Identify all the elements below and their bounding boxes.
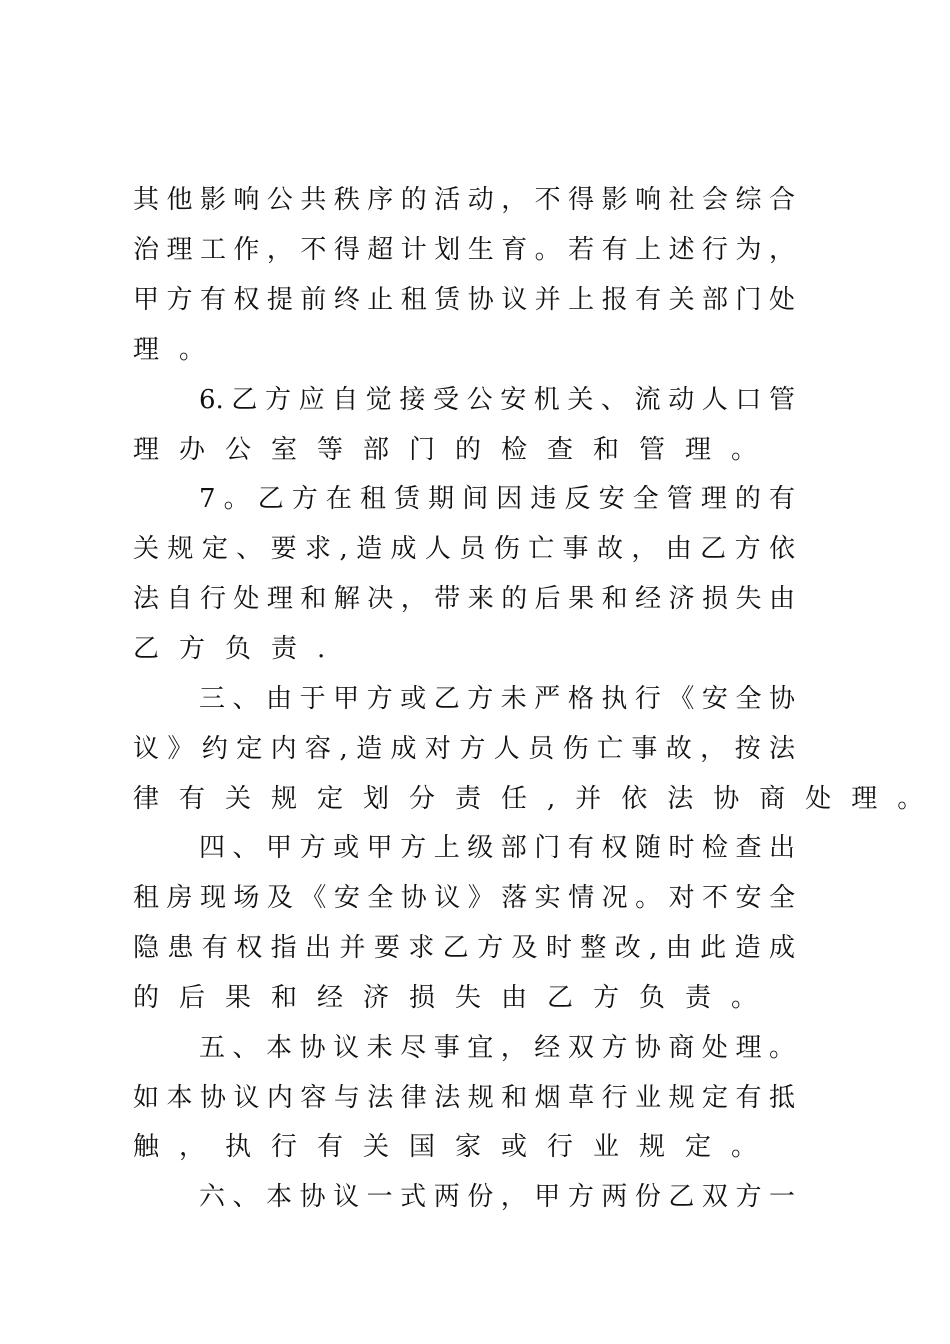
text-line: 三、由于甲方或乙方未严格执行《安全协	[199, 684, 795, 714]
text-line: 6.乙方应自觉接受公安机关、流动人口管	[199, 385, 795, 415]
text-line: 关规定、要求,造成人员伤亡事故，由乙方依	[133, 534, 795, 564]
text-line: 法自行处理和解决，带来的后果和经济损失由	[133, 584, 795, 614]
text-line: 四、甲方或甲方上级部门有权随时检查出	[199, 833, 795, 863]
text-line: 治理工作，不得超计划生育。若有上述行为，	[133, 235, 795, 265]
text-line: 隐患有权指出并要求乙方及时整改,由此造成	[133, 933, 795, 963]
text-line: 五、本协议未尽事宜，经双方协商处理。	[199, 1033, 795, 1063]
text-line: 触，执行有关国家或行业规定。	[133, 1132, 778, 1162]
text-line: 甲方有权提前终止租赁协议并上报有关部门处	[133, 285, 795, 315]
text-line: 其他影响公共秩序的活动，不得影响社会综合	[133, 185, 795, 215]
text-line: 如本协议内容与法律法规和烟草行业规定有抵	[133, 1083, 795, 1113]
text-line: 六、本协议一式两份，甲方两份乙双方一	[199, 1182, 795, 1212]
text-line: 租房现场及《安全协议》落实情况。对不安全	[133, 883, 795, 913]
text-line: 理办公室等部门的检查和管理。	[133, 435, 778, 465]
text-line: 7。乙方在租赁期间因违反安全管理的有	[199, 484, 795, 514]
text-line: 律有关规定划分责任,并依法协商处理。	[133, 784, 944, 814]
text-line: 的后果和经济损失由乙方负责。	[133, 983, 778, 1013]
text-line: 理。	[133, 335, 226, 365]
text-line: 乙方负责.	[133, 634, 346, 664]
text-line: 议》约定内容,造成对方人员伤亡事故，按法	[133, 734, 795, 764]
